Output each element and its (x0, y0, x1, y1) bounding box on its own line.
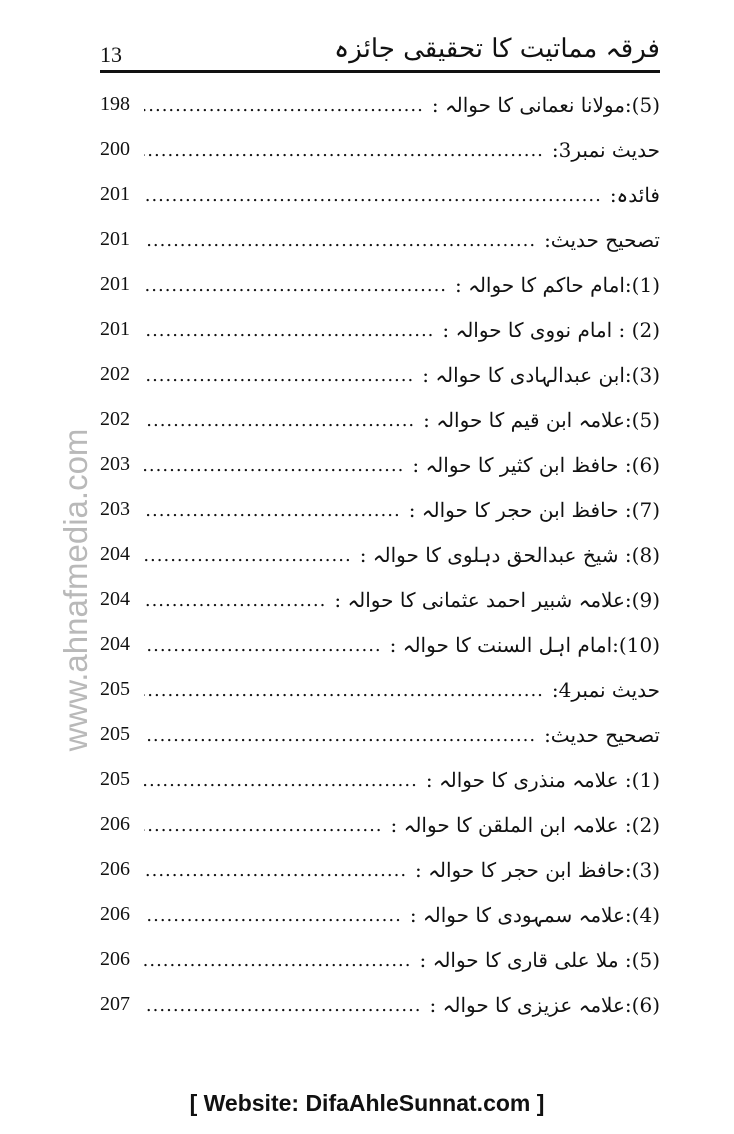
toc-entry-page: 201 (100, 273, 130, 295)
dot-leader (144, 94, 424, 116)
toc-entry-page: 202 (100, 408, 130, 430)
toc-entry (100, 577, 660, 622)
dot-leader (144, 769, 418, 791)
toc-entry (100, 217, 660, 262)
toc-entry-page: 206 (100, 813, 130, 835)
toc-entry-title: (2) : امام نووی کا حوالہ : (442, 317, 660, 342)
toc-entry-title: (2): علامہ ابن الملقن کا حوالہ : (390, 812, 660, 837)
toc-entry-page: 207 (100, 993, 130, 1015)
toc-entry-page: 198 (100, 93, 130, 115)
toc-entry-page: 200 (100, 138, 130, 160)
toc-entry-title: (3):ابن عبدالہادی کا حوالہ : (422, 362, 660, 387)
toc-entry (100, 667, 660, 712)
toc-entry (100, 802, 660, 847)
toc-entry-page: 206 (100, 903, 130, 925)
dot-leader (144, 364, 414, 386)
toc-entry-title: (10):امام اہل السنت کا حوالہ : (389, 632, 660, 657)
dot-leader (144, 319, 434, 341)
toc-entry-page: 205 (100, 678, 130, 700)
toc-entry-title: (3):حافظ ابن حجر کا حوالہ : (415, 857, 660, 882)
dot-leader (144, 589, 326, 611)
toc-entry (100, 307, 660, 352)
toc-entry (100, 757, 660, 802)
toc-entry (100, 712, 660, 757)
toc-entry-title: حدیث نمبر3: (551, 137, 660, 162)
dot-leader (144, 859, 407, 881)
toc-entry (100, 82, 660, 127)
toc-entry-page: 202 (100, 363, 130, 385)
book-title: فرقہ مماتیت کا تحقیقی جائزہ (334, 34, 660, 64)
toc-entry (100, 262, 660, 307)
toc-entry-title: فائدہ: (609, 182, 660, 207)
dot-leader (144, 274, 447, 296)
dot-leader (144, 184, 602, 206)
toc-entry-title: (8): شیخ عبدالحق دہلوی کا حوالہ : (359, 542, 660, 567)
page-number: 13 (100, 42, 122, 67)
toc-entry-title: (5):مولانا نعمانی کا حوالہ : (431, 92, 660, 117)
watermark: www.ahnafmedia.com (57, 428, 94, 752)
dot-leader (144, 454, 404, 476)
toc-entry-title: (1):امام حاکم کا حوالہ : (455, 272, 660, 297)
toc-entry-page: 203 (100, 453, 130, 475)
toc-entry-page: 205 (100, 723, 130, 745)
page-header (100, 30, 660, 70)
dot-leader (144, 994, 422, 1016)
toc-entry-page: 204 (100, 588, 130, 610)
dot-leader (144, 949, 412, 971)
toc-entry-page: 204 (100, 633, 130, 655)
toc-entry (100, 127, 660, 172)
toc-entry-title: (6): حافظ ابن کثیر کا حوالہ : (412, 452, 660, 477)
toc-entry (100, 442, 660, 487)
dot-leader (144, 679, 544, 701)
toc-entry-page: 201 (100, 318, 130, 340)
toc-entry-title: (7): حافظ ابن حجر کا حوالہ : (408, 497, 660, 522)
toc-entry (100, 847, 660, 892)
toc-entry (100, 172, 660, 217)
dot-leader (144, 814, 383, 836)
dot-leader (144, 634, 382, 656)
toc-entry (100, 352, 660, 397)
toc-entry (100, 892, 660, 937)
toc-entry (100, 937, 660, 982)
dot-leader (144, 904, 402, 926)
toc-entry-page: 206 (100, 948, 130, 970)
toc-entry-title: تصحیح حدیث: (544, 227, 660, 252)
dot-leader (144, 409, 415, 431)
toc-entry-page: 203 (100, 498, 130, 520)
toc-entry-title: (1): علامہ منذری کا حوالہ : (425, 767, 660, 792)
table-of-contents (100, 82, 660, 1027)
toc-entry-page: 201 (100, 228, 130, 250)
toc-entry-title: (5):علامہ ابن قیم کا حوالہ : (423, 407, 660, 432)
toc-entry-page: 206 (100, 858, 130, 880)
website-footer: [ Website: DifaAhleSunnat.com ] (189, 1090, 545, 1116)
dot-leader (144, 544, 352, 566)
toc-entry (100, 622, 660, 667)
toc-entry-title: (6):علامہ عزیزی کا حوالہ : (429, 992, 660, 1017)
dot-leader (144, 499, 401, 521)
toc-entry-title: حدیث نمبر4: (551, 677, 660, 702)
toc-entry-title: (5): ملا علی قاری کا حوالہ : (419, 947, 660, 972)
toc-entry (100, 982, 660, 1027)
toc-entry-page: 205 (100, 768, 130, 790)
toc-entry-title: تصحیح حدیث: (544, 722, 660, 747)
toc-entry (100, 397, 660, 442)
toc-entry-page: 201 (100, 183, 130, 205)
toc-entry-title: (4):علامہ سمہودی کا حوالہ : (409, 902, 660, 927)
dot-leader (144, 139, 544, 161)
dot-leader (144, 724, 536, 746)
header-divider (100, 70, 660, 73)
toc-entry-page: 204 (100, 543, 130, 565)
toc-entry (100, 532, 660, 577)
toc-entry-title: (9):علامہ شبیر احمد عثمانی کا حوالہ : (334, 587, 660, 612)
toc-entry (100, 487, 660, 532)
dot-leader (144, 229, 536, 251)
